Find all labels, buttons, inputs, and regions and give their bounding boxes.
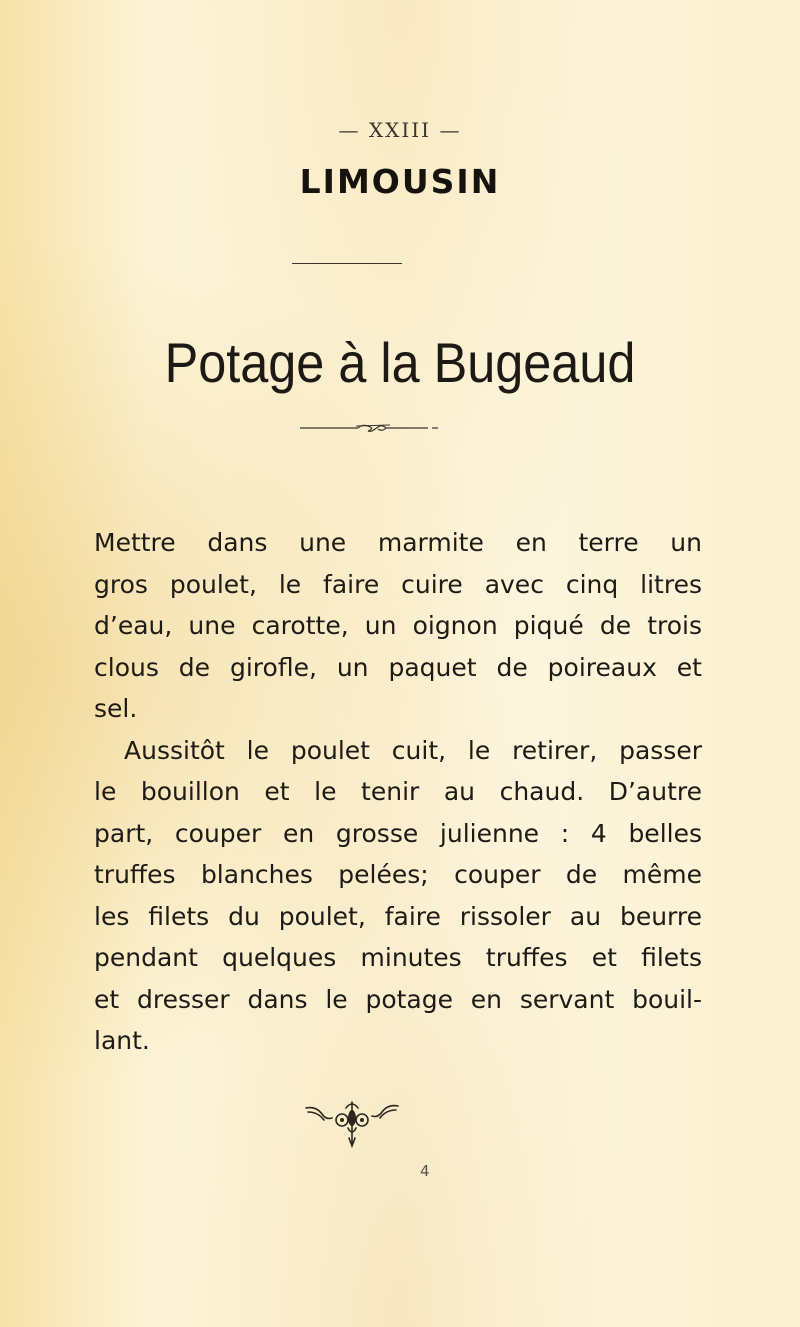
- text-line: part, couper en grosse julienne : 4 belles: [94, 818, 702, 848]
- region-title: LIMOUSIN: [299, 162, 501, 201]
- text-line: le bouillon et le tenir au chaud. D’autre: [94, 777, 702, 806]
- recipe-body: [94, 522, 702, 1062]
- recipe-title: Potage à la Bugeaud: [164, 331, 636, 394]
- text-line: et dresser dans le potage en servant bouil-: [94, 984, 702, 1014]
- title-rule: [292, 263, 402, 264]
- flourish-icon: [300, 418, 500, 438]
- text-line: Aussitôt le poulet cuit, le retirer, passer: [124, 735, 702, 765]
- paragraph-2: [94, 730, 702, 1062]
- page-number: 4: [420, 1162, 430, 1180]
- text-line: pendant quelques minutes truffes et filets: [94, 943, 702, 972]
- tailpiece-ornament-icon: [302, 1098, 402, 1150]
- text-line: clous de girofle, un paquet de poireaux et: [94, 652, 702, 682]
- text-line: d’eau, une carotte, un oignon piqué de trois: [94, 611, 702, 640]
- text-line: truffes blanches pelées; couper de même: [94, 860, 702, 889]
- text-line: lant.: [94, 1026, 150, 1055]
- section-number: — XXIII —: [338, 118, 462, 142]
- text-line: les filets du poulet, faire rissoler au beurre: [94, 901, 702, 931]
- text-line: Mettre dans une marmite en terre un: [94, 528, 702, 557]
- text-line: gros poulet, le faire cuire avec cinq litres: [94, 569, 702, 599]
- paragraph-1: [94, 522, 702, 730]
- text-line: sel.: [94, 694, 138, 723]
